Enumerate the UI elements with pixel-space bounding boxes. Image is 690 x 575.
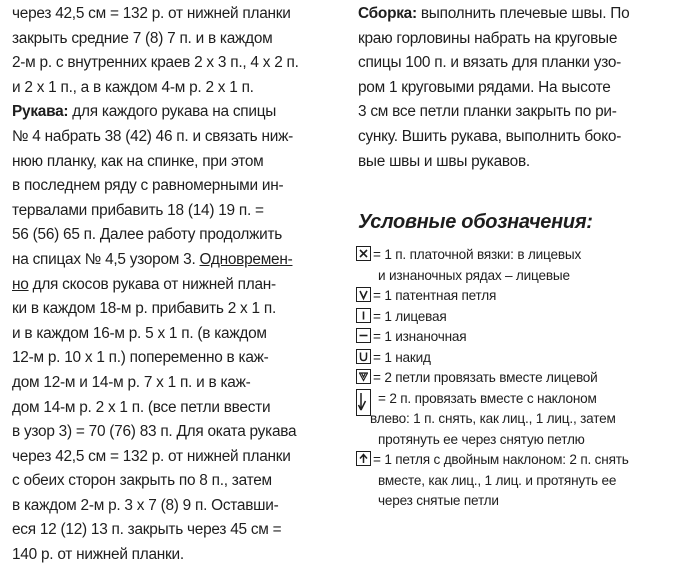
text-line: 12-м р. 10 х 1 п.) попеременно в каж-: [12, 349, 269, 367]
two-together-knit-icon: [356, 369, 371, 384]
text-line: [12, 248, 328, 273]
legend-title: Условные обозначения:: [358, 211, 593, 233]
right-column-text: [358, 2, 688, 174]
legend-text-continued: через снятые петли: [378, 493, 499, 508]
text-fragment: выполнить плечевые швы. По: [416, 5, 630, 22]
text-line: с обеих сторон закрыть по 8 п., затем: [12, 472, 272, 490]
legend-item-double-decrease: [356, 450, 690, 471]
u-loop-icon: [356, 349, 371, 364]
text-line: через 42,5 см = 132 р. от нижней планки: [12, 5, 291, 22]
underlined-text: но: [12, 275, 29, 293]
legend-list: [356, 245, 690, 512]
double-decrease-icon: [356, 451, 371, 466]
text-line: краю горловины набрать на круговые: [358, 29, 618, 47]
text-line: дом 12-м и 14-м р. 7 х 1 п. и в каж-: [12, 373, 251, 391]
text-line: и 2 х 1 п., а в каждом 4-м р. 2 х 1 п.: [12, 78, 254, 96]
legend-text: = 1 накид: [373, 349, 431, 365]
assembly-heading: Сборка:: [358, 5, 417, 22]
text-fragment: на спицах № 4,5 узором 3.: [12, 250, 200, 268]
text-line: через 42,5 см = 132 р. от нижней планки: [12, 447, 291, 465]
legend-text: = 2 петли провязать вместе лицевой: [373, 370, 598, 385]
legend-item-patent: [356, 286, 690, 307]
text-line: и в каждом 16-м р. 5 х 1 п. (в каждом: [12, 324, 267, 342]
text-line: 56 (56) 65 п. Далее работу продолжить: [12, 226, 283, 244]
legend-item-yarnover: [356, 348, 690, 369]
legend-item-left-decrease: [356, 389, 690, 410]
text-line: 3 см все петли планки закрыть по ри-: [358, 103, 617, 121]
text-fragment: для скосов рукава от нижней план-: [28, 275, 276, 293]
text-line: вые швы и швы рукавов.: [358, 152, 530, 170]
text-line: ки в каждом 18-м р. прибавить 2 х 1 п.: [12, 300, 276, 318]
text-fragment: для каждого рукава на спицы: [68, 103, 277, 121]
legend-text: = 1 п. платочной вязки: в лицевых: [373, 247, 582, 262]
text-line: закрыть средние 7 (8) 7 п. и в каждом: [12, 29, 273, 47]
legend-text-continued: вместе, как лиц., 1 лиц. и протянуть ее: [378, 472, 617, 488]
x-cross-icon: [356, 246, 371, 261]
sleeves-heading: Рукава:: [12, 103, 69, 121]
legend-text: = 1 лицевая: [373, 308, 447, 324]
text-line: № 4 набрать 38 (42) 46 п. и связать ниж-: [12, 127, 293, 145]
v-check-icon: [356, 287, 371, 302]
vertical-bar-icon: [356, 308, 371, 323]
text-line: 2-м р. с внутренних краев 2 х 3 п., 4 х 2 п.: [12, 54, 299, 72]
legend-text: = 1 патентная петля: [373, 288, 497, 303]
legend-text-continued: влево: 1 п. снять, как лиц., 1 лиц., затем: [370, 411, 616, 426]
text-line: в последнем ряду с равномерными ин-: [12, 177, 284, 195]
legend-text-continued: и изнаночных рядах – лицевые: [378, 267, 570, 283]
legend-text: = 2 п. провязать вместе с наклоном: [378, 390, 597, 406]
legend-text: = 1 изнаночная: [373, 329, 467, 344]
legend-item-knit: [356, 307, 690, 328]
text-line: дом 14-м р. 2 х 1 п. (все петли ввести: [12, 398, 271, 416]
text-line: тервалами прибавить 18 (14) 19 п. =: [12, 201, 264, 219]
text-line: [12, 273, 328, 298]
legend-item-purl: [356, 327, 690, 348]
legend-text: = 1 петля с двойным наклоном: 2 п. снять: [373, 452, 629, 467]
assembly-paragraph-start: [358, 2, 688, 27]
legend-item-garter: [356, 245, 690, 266]
text-line: нюю планку, как на спинке, при этом: [12, 152, 264, 170]
sleeves-paragraph-start: [12, 100, 328, 125]
text-line: в узор 3) = 70 (76) 83 п. Для оката рукава: [12, 423, 297, 441]
left-column-text: [12, 2, 328, 568]
legend-text-continued: протянуть ее через снятую петлю: [378, 431, 585, 447]
horizontal-bar-icon: [356, 328, 371, 343]
text-line: сунку. Вшить рукава, выполнить боко-: [358, 127, 622, 145]
text-line: ром 1 круговыми рядами. На высоте: [358, 78, 611, 96]
text-line: в каждом 2-м р. 3 х 7 (8) 9 п. Оставши-: [12, 496, 279, 514]
text-line: еся 12 (12) 13 п. закрыть через 45 см =: [12, 521, 282, 539]
underlined-text: Одновремен-: [199, 250, 293, 268]
text-line: 140 р. от нижней планки.: [12, 546, 184, 564]
text-line: спицы 100 п. и вязать для планки узо-: [358, 54, 622, 72]
legend-item-k2tog: [356, 368, 690, 389]
